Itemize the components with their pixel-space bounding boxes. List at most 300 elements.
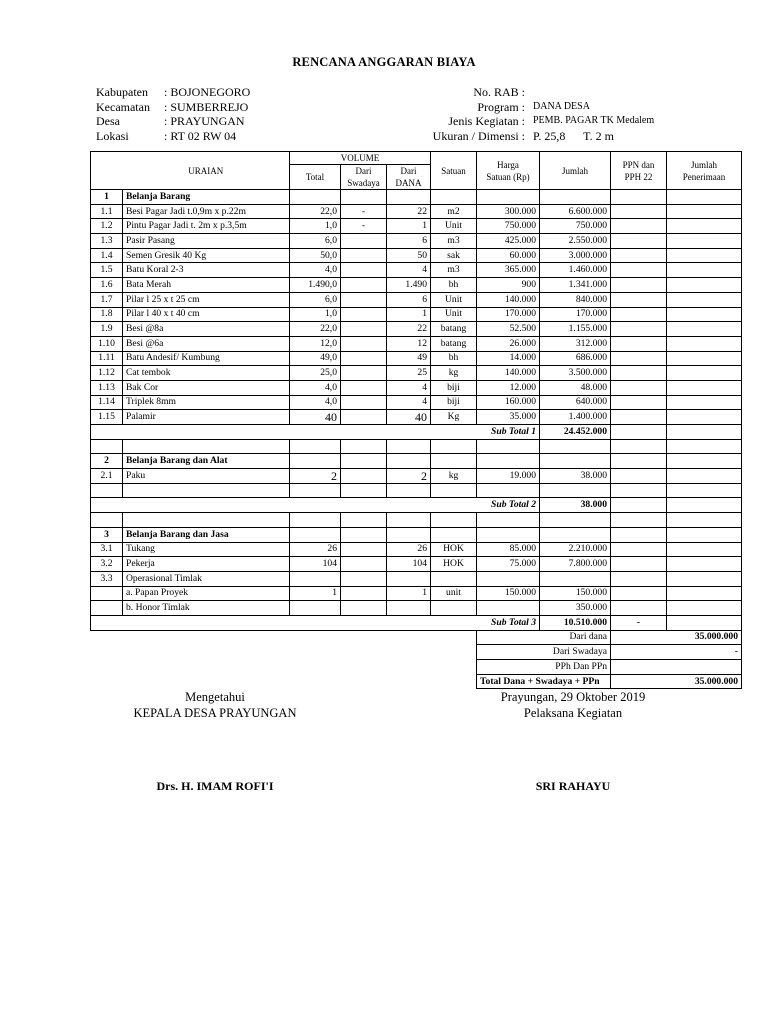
section-number: 2: [91, 454, 123, 469]
document-title: RENCANA ANGGARAN BIAYA: [292, 55, 476, 69]
empty-cell: [341, 674, 387, 689]
empty-cell: [123, 674, 290, 689]
item-unit: bh: [431, 278, 477, 293]
header-value: PEMB. PAGAR TK Medalem: [533, 115, 655, 126]
summary-label: PPh Dan PPn: [477, 660, 611, 675]
sign-left-line1: Mengetahui: [185, 690, 245, 704]
item-ppn: [611, 219, 667, 234]
section-header-row: [91, 190, 742, 205]
empty-cell: [341, 483, 387, 498]
item-unit: Kg: [431, 410, 477, 425]
empty-cell: [387, 674, 431, 689]
item-amount: [540, 571, 611, 586]
item-penerimaan: [667, 557, 742, 572]
summary-value: -: [667, 645, 742, 660]
item-number: 1.4: [91, 248, 123, 263]
header-volume: VOLUME: [290, 152, 431, 165]
item-description: Operasional Timlak: [123, 571, 290, 586]
empty-cell: [540, 513, 611, 528]
item-ppn: [611, 571, 667, 586]
item-number: 1.8: [91, 307, 123, 322]
section-number: 1: [91, 190, 123, 205]
item-amount: 2.210.000: [540, 542, 611, 557]
empty-cell: [91, 439, 123, 454]
item-ppn: [611, 395, 667, 410]
header-key: Jenis Kegiatan :: [448, 114, 525, 128]
item-amount: 2.550.000: [540, 234, 611, 249]
empty-cell: [667, 439, 742, 454]
header-left: [96, 85, 250, 143]
item-amount: 150.000: [540, 586, 611, 601]
item-volume-swadaya: [341, 336, 387, 351]
item-unit: m3: [431, 263, 477, 278]
empty-cell: [123, 513, 290, 528]
item-unit-price: 300.000: [477, 204, 540, 219]
empty-cell: [431, 483, 477, 498]
item-volume-dana: 22: [387, 322, 431, 337]
empty-cell: [477, 513, 540, 528]
item-amount: 6.600.000: [540, 204, 611, 219]
item-number: [91, 601, 123, 616]
header-penerimaan-line1: Jumlah: [691, 159, 717, 170]
header-key: Desa: [96, 114, 120, 128]
item-amount: 3.000.000: [540, 248, 611, 263]
empty-cell: [540, 439, 611, 454]
subtotal-row: [91, 425, 742, 440]
item-ppn: [611, 410, 667, 425]
empty-cell: [91, 674, 123, 689]
empty-cell: [341, 439, 387, 454]
empty-cell: [431, 513, 477, 528]
item-volume-dana: 22: [387, 204, 431, 219]
table-row: [91, 219, 742, 234]
header-key: Kecamatan: [96, 99, 150, 114]
item-volume-swadaya: [341, 322, 387, 337]
item-unit-price: 35.000: [477, 410, 540, 425]
sign-right-date: Prayungan, 29 Oktober 2019: [500, 690, 646, 704]
empty-cell: [611, 674, 667, 689]
header-satuan: Satuan: [431, 152, 477, 190]
table-row: [91, 380, 742, 395]
item-penerimaan: [667, 322, 742, 337]
empty-cell: [540, 190, 611, 205]
item-volume-dana: 6: [387, 234, 431, 249]
item-volume-total: 4,0: [290, 395, 341, 410]
empty-cell: [290, 630, 341, 645]
item-penerimaan: [667, 292, 742, 307]
header-key: Lokasi: [96, 128, 129, 143]
item-volume-dana: 2: [387, 469, 431, 484]
item-description: Besi Pagar Jadi t.0,9m x p.22m: [123, 204, 290, 219]
item-penerimaan: [667, 380, 742, 395]
header-key: No. RAB :: [473, 85, 525, 99]
item-volume-total: [290, 601, 341, 616]
empty-cell: [123, 439, 290, 454]
item-volume-swadaya: [341, 571, 387, 586]
empty-cell: [667, 527, 742, 542]
item-volume-total: 6,0: [290, 234, 341, 249]
item-volume-total: 1,0: [290, 307, 341, 322]
header-harga-line1: Harga: [497, 159, 519, 170]
item-volume-swadaya: [341, 395, 387, 410]
section-title: Belanja Barang dan Alat: [123, 454, 290, 469]
item-penerimaan: [667, 307, 742, 322]
header-penerimaan: [667, 152, 742, 190]
empty-cell: [387, 645, 431, 660]
item-description: Pintu Pagar Jadi t. 2m x p.3,5m: [123, 219, 290, 234]
item-penerimaan: [667, 366, 742, 381]
empty-cell: [91, 513, 123, 528]
header-row-jenis-kegiatan: [400, 114, 654, 129]
header-swadaya-line2: Swadaya: [347, 178, 380, 188]
item-volume-total: 22,0: [290, 322, 341, 337]
table-row: [91, 351, 742, 366]
item-unit: bh: [431, 351, 477, 366]
item-description: Semen Gresik 40 Kg: [123, 248, 290, 263]
item-volume-dana: 50: [387, 248, 431, 263]
item-amount: 3.500.000: [540, 366, 611, 381]
item-penerimaan: [667, 395, 742, 410]
item-unit-price: [477, 601, 540, 616]
signer-name-left: Drs. H. IMAM ROFI'I: [156, 779, 274, 793]
item-volume-total: 1,0: [290, 219, 341, 234]
item-volume-total: 26: [290, 542, 341, 557]
item-volume-swadaya: [341, 278, 387, 293]
item-amount: 1.155.000: [540, 322, 611, 337]
item-ppn: [611, 263, 667, 278]
item-number: 1.13: [91, 380, 123, 395]
table-row: [91, 571, 742, 586]
item-ppn: [611, 469, 667, 484]
item-ppn: [611, 380, 667, 395]
header-harga-line2: Satuan (Rp): [486, 171, 530, 182]
item-description: Batu Andesif/ Kumbung: [123, 351, 290, 366]
item-penerimaan: [667, 278, 742, 293]
item-volume-dana: 1: [387, 307, 431, 322]
item-penerimaan: [667, 234, 742, 249]
item-volume-swadaya: [341, 307, 387, 322]
item-volume-dana: 1: [387, 219, 431, 234]
empty-cell: [290, 674, 341, 689]
item-ppn: [611, 292, 667, 307]
empty-cell: [387, 483, 431, 498]
empty-cell: [387, 190, 431, 205]
header-dana-line2: DANA: [395, 178, 422, 188]
item-penerimaan: [667, 263, 742, 278]
item-amount: 1.341.000: [540, 278, 611, 293]
item-number: 1.1: [91, 204, 123, 219]
item-volume-total: 50,0: [290, 248, 341, 263]
header-row-ukuran: [400, 129, 654, 144]
signer-name-right: SRI RAHAYU: [535, 779, 611, 793]
rab-table-body: [91, 190, 742, 689]
empty-cell: [611, 513, 667, 528]
item-unit-price: 750.000: [477, 219, 540, 234]
item-unit-price: 150.000: [477, 586, 540, 601]
subtotal-value: 10.510.000: [540, 615, 611, 630]
header-row-program: [400, 100, 654, 115]
item-number: 1.15: [91, 410, 123, 425]
item-volume-swadaya: [341, 557, 387, 572]
item-volume-total: 4,0: [290, 380, 341, 395]
section-header-row: [91, 527, 742, 542]
empty-cell: [341, 190, 387, 205]
item-unit: HOK: [431, 557, 477, 572]
item-description: Pekerja: [123, 557, 290, 572]
item-number: 3.3: [91, 571, 123, 586]
empty-cell: [431, 645, 477, 660]
table-row: [91, 586, 742, 601]
header-ppn-line2: PPH 22: [624, 171, 653, 182]
section-header-row: [91, 454, 742, 469]
item-volume-swadaya: [341, 351, 387, 366]
empty-cell: [91, 425, 123, 440]
item-volume-total: 1.490,0: [290, 278, 341, 293]
item-unit-price: 14.000: [477, 351, 540, 366]
blank-row: [91, 513, 742, 528]
item-volume-total: 40: [290, 410, 341, 425]
item-volume-swadaya: [341, 601, 387, 616]
item-ppn: [611, 351, 667, 366]
table-row: [91, 292, 742, 307]
item-description: Tukang: [123, 542, 290, 557]
item-unit: m2: [431, 204, 477, 219]
signature-left: [110, 689, 320, 721]
blank-row: [91, 483, 742, 498]
item-penerimaan: [667, 586, 742, 601]
item-number: 2.1: [91, 469, 123, 484]
item-volume-dana: 104: [387, 557, 431, 572]
item-volume-swadaya: [341, 410, 387, 425]
item-amount: 840.000: [540, 292, 611, 307]
empty-cell: [387, 527, 431, 542]
item-amount: 1.460.000: [540, 263, 611, 278]
blank-row: [91, 439, 742, 454]
item-ppn: [611, 586, 667, 601]
item-number: 1.5: [91, 263, 123, 278]
subtotal-row: [91, 498, 742, 513]
item-volume-swadaya: [341, 234, 387, 249]
item-unit: kg: [431, 366, 477, 381]
item-penerimaan: [667, 248, 742, 263]
item-description: Pilar l 25 x t 25 cm: [123, 292, 290, 307]
item-unit: Unit: [431, 292, 477, 307]
item-description: b. Honor Timlak: [123, 601, 290, 616]
item-penerimaan: [667, 601, 742, 616]
subtotal-value: 24.452.000: [540, 425, 611, 440]
rab-table: [90, 151, 742, 689]
header-uraian: URAIAN: [123, 152, 290, 190]
header-value: P. 25,8 T. 2 m: [533, 128, 614, 143]
subtotal-label: Sub Total 2: [123, 498, 540, 513]
header-jumlah: Jumlah: [540, 152, 611, 190]
empty-cell: [91, 660, 123, 675]
empty-cell: [123, 483, 290, 498]
empty-cell: [91, 645, 123, 660]
item-unit-price: 170.000: [477, 307, 540, 322]
item-volume-dana: 12: [387, 336, 431, 351]
table-row: [91, 557, 742, 572]
table-row: [91, 336, 742, 351]
header-dari-dana: [387, 165, 431, 190]
header-key: Kabupaten: [96, 85, 148, 99]
header-total: Total: [290, 165, 341, 190]
empty-cell: [387, 439, 431, 454]
empty-cell: [667, 454, 742, 469]
table-row: [91, 248, 742, 263]
item-number: 3.2: [91, 557, 123, 572]
empty-cell: [667, 498, 742, 513]
header-row-kabupaten: [96, 85, 250, 100]
header-row-desa: [96, 114, 250, 129]
sign-right-line2: Pelaksana Kegiatan: [523, 706, 623, 720]
item-volume-dana: 49: [387, 351, 431, 366]
item-unit: biji: [431, 395, 477, 410]
item-unit-price: 19.000: [477, 469, 540, 484]
item-volume-dana: 4: [387, 263, 431, 278]
table-row: [91, 278, 742, 293]
item-description: Bata Merah: [123, 278, 290, 293]
empty-cell: [477, 439, 540, 454]
item-amount: 750.000: [540, 219, 611, 234]
item-penerimaan: [667, 336, 742, 351]
table-row: [91, 601, 742, 616]
item-number: 1.2: [91, 219, 123, 234]
signature-right: [460, 689, 686, 721]
empty-cell: [611, 190, 667, 205]
item-ppn: [611, 278, 667, 293]
sign-left-line2: KEPALA DESA PRAYUNGAN: [133, 706, 297, 720]
empty-cell: [667, 425, 742, 440]
item-description: Besi @8a: [123, 322, 290, 337]
item-unit: biji: [431, 380, 477, 395]
summary-row: [91, 645, 742, 660]
header-ppn-line1: PPN dan: [622, 159, 655, 170]
item-amount: 350.000: [540, 601, 611, 616]
item-amount: 312.000: [540, 336, 611, 351]
empty-cell: [91, 615, 123, 630]
empty-cell: [431, 454, 477, 469]
item-number: 1.10: [91, 336, 123, 351]
item-ppn: [611, 366, 667, 381]
item-volume-total: 104: [290, 557, 341, 572]
item-unit-price: 26.000: [477, 336, 540, 351]
grand-total-row: [91, 674, 742, 689]
item-description: Besi @6a: [123, 336, 290, 351]
empty-cell: [540, 483, 611, 498]
empty-cell: [477, 190, 540, 205]
empty-cell: [290, 190, 341, 205]
item-unit-price: 140.000: [477, 292, 540, 307]
summary-value: 35.000.000: [667, 630, 742, 645]
item-unit-price: 60.000: [477, 248, 540, 263]
item-unit-price: 12.000: [477, 380, 540, 395]
header-dari-swadaya: [341, 165, 387, 190]
header-key: Ukuran / Dimensi :: [432, 128, 525, 143]
item-volume-swadaya: [341, 586, 387, 601]
summary-value: [667, 660, 742, 675]
empty-cell: [611, 660, 667, 675]
empty-cell: [431, 630, 477, 645]
header-key: Program :: [477, 99, 525, 114]
item-volume-swadaya: [341, 248, 387, 263]
header-value: : SUMBERREJO: [164, 99, 249, 114]
item-description: Bak Cor: [123, 380, 290, 395]
item-ppn: [611, 557, 667, 572]
empty-cell: [290, 645, 341, 660]
subtotal-ppn: -: [611, 615, 667, 630]
empty-cell: [611, 483, 667, 498]
item-unit: Unit: [431, 307, 477, 322]
empty-cell: [667, 615, 742, 630]
item-volume-total: 4,0: [290, 263, 341, 278]
item-description: Pilar l 40 x t 40 cm: [123, 307, 290, 322]
table-row: [91, 542, 742, 557]
item-volume-swadaya: [341, 380, 387, 395]
empty-cell: [431, 660, 477, 675]
item-volume-dana: [387, 601, 431, 616]
empty-cell: [290, 483, 341, 498]
subtotal-row: [91, 615, 742, 630]
table-row: [91, 322, 742, 337]
subtotal-ppn: [611, 425, 667, 440]
subtotal-label: Sub Total 3: [123, 615, 540, 630]
table-row: [91, 204, 742, 219]
item-description: Pasir Pasang: [123, 234, 290, 249]
item-unit-price: 140.000: [477, 366, 540, 381]
item-amount: 7.800.000: [540, 557, 611, 572]
item-description: Triplek 8mm: [123, 395, 290, 410]
item-amount: 1.400.000: [540, 410, 611, 425]
item-amount: 48.000: [540, 380, 611, 395]
item-unit-price: 52.500: [477, 322, 540, 337]
item-unit-price: 160.000: [477, 395, 540, 410]
item-description: a. Papan Proyek: [123, 586, 290, 601]
item-amount: 640.000: [540, 395, 611, 410]
empty-cell: [431, 190, 477, 205]
item-volume-dana: 40: [387, 410, 431, 425]
header-value: DANA DESA: [533, 100, 590, 112]
item-volume-swadaya: [341, 263, 387, 278]
item-penerimaan: [667, 204, 742, 219]
item-unit-price: 365.000: [477, 263, 540, 278]
empty-cell: [477, 454, 540, 469]
item-volume-total: [290, 571, 341, 586]
summary-label: Dari Swadaya: [477, 645, 611, 660]
empty-cell: [290, 527, 341, 542]
empty-cell: [123, 645, 290, 660]
item-volume-total: 22,0: [290, 204, 341, 219]
empty-cell: [540, 527, 611, 542]
empty-cell: [477, 527, 540, 542]
empty-cell: [123, 660, 290, 675]
summary-row: [91, 660, 742, 675]
summary-row: [91, 630, 742, 645]
item-description: Batu Koral 2-3: [123, 263, 290, 278]
empty-cell: [91, 483, 123, 498]
item-volume-dana: 1: [387, 586, 431, 601]
header-right: [400, 85, 654, 143]
grand-total-value: 35.000.000: [667, 674, 742, 689]
empty-cell: [341, 527, 387, 542]
empty-cell: [341, 645, 387, 660]
item-unit-price: 900: [477, 278, 540, 293]
header-value: : PRAYUNGAN: [164, 114, 245, 128]
header-dana-line1: Dari: [400, 166, 417, 176]
item-description: Cat tembok: [123, 366, 290, 381]
section-number: 3: [91, 527, 123, 542]
empty-cell: [341, 454, 387, 469]
